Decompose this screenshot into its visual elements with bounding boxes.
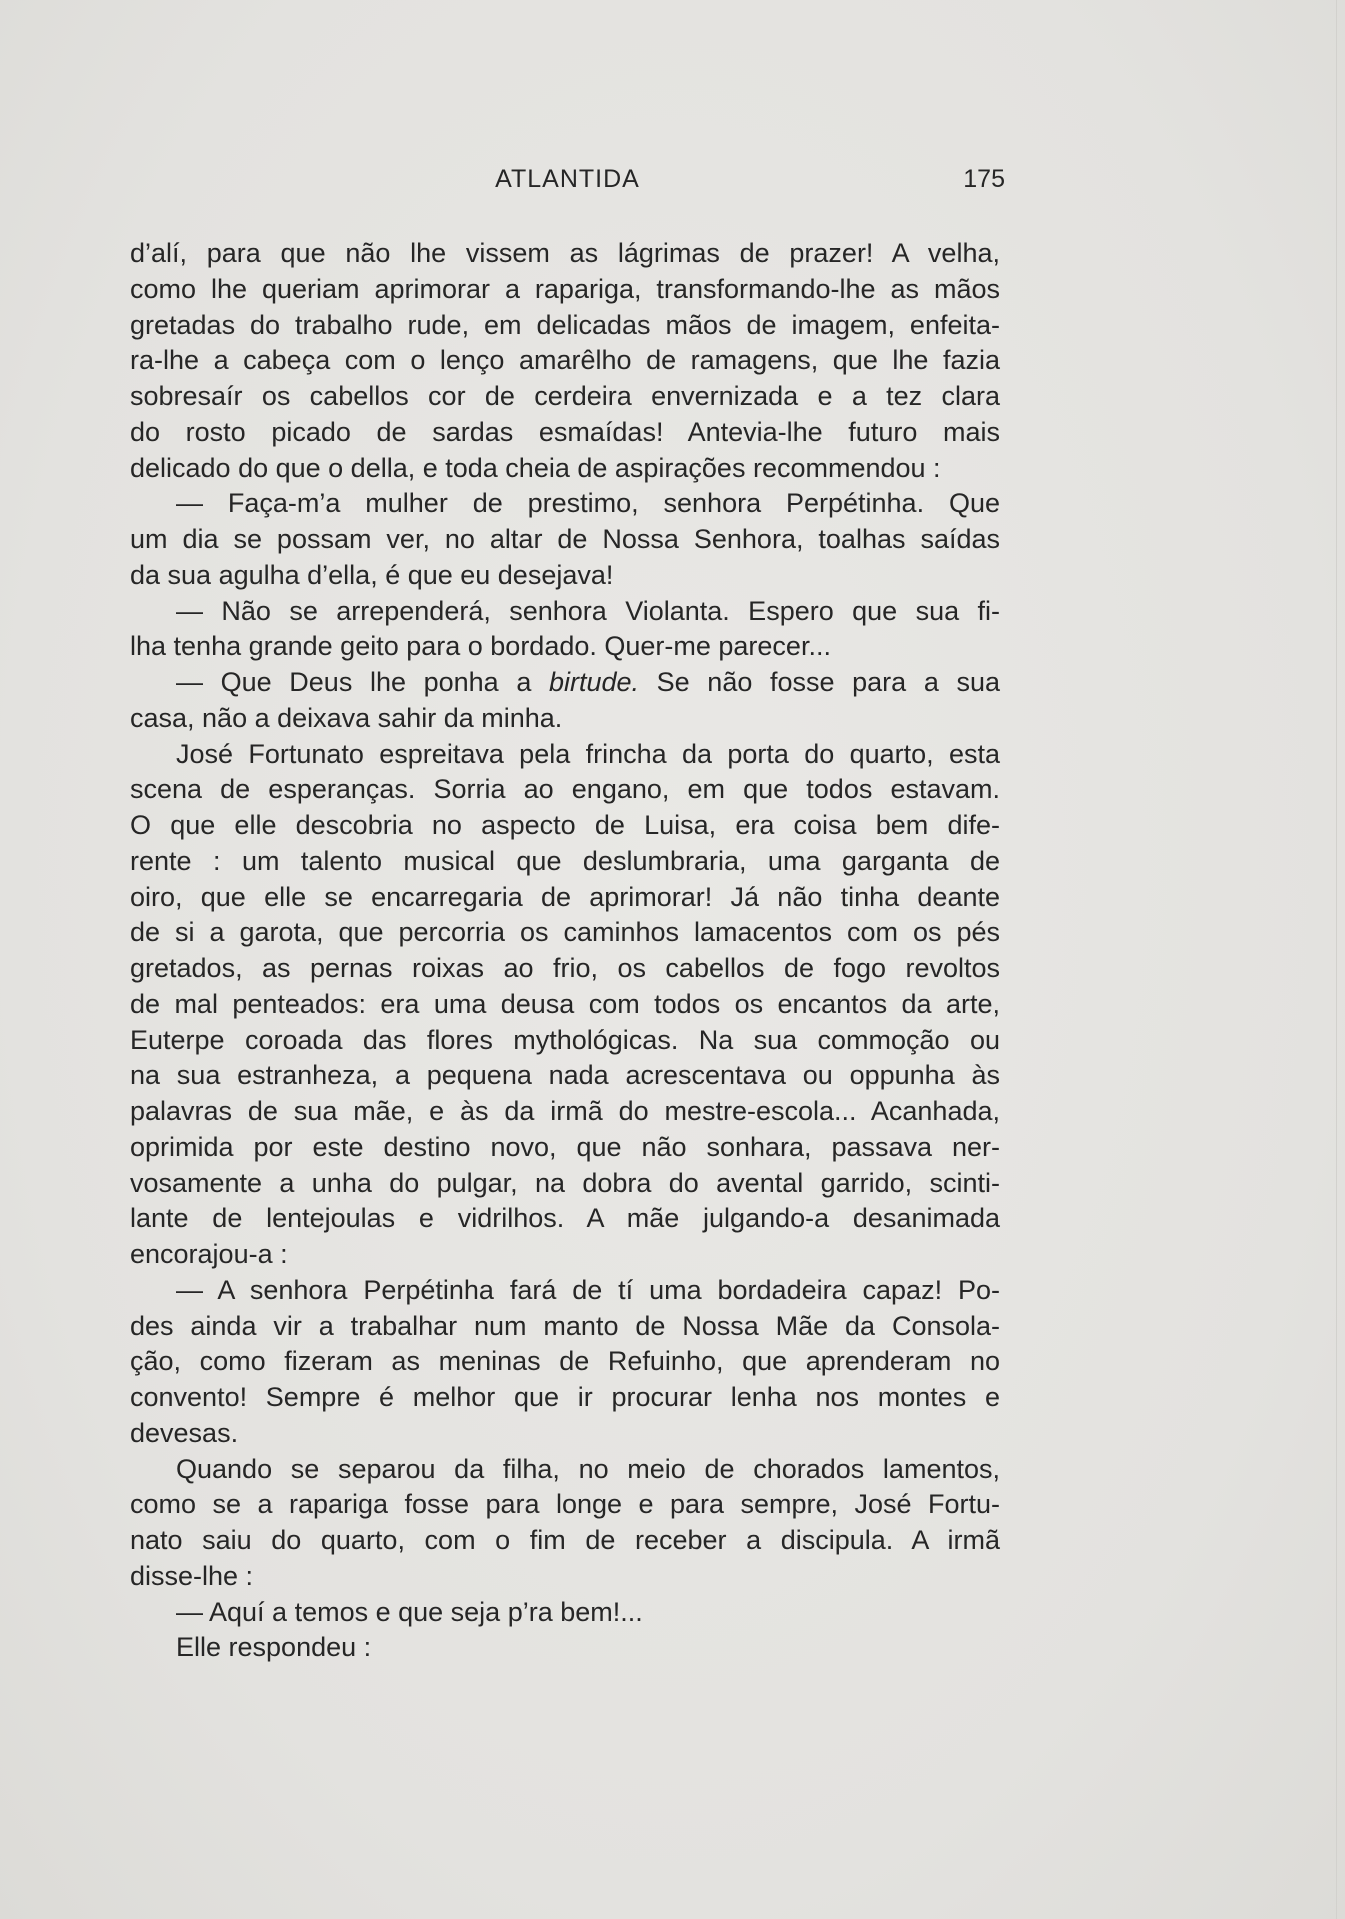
text-line-segment: na sua estranheza, a pequena nada acrescentava ou oppunha às — [130, 1060, 1000, 1091]
text-line-segment: ra-lhe a cabeça com o lenço amarêlho de ramagens, que lhe fazia — [130, 345, 1000, 376]
text-line — [130, 236, 1000, 272]
text-line-segment: vosamente a unha do pulgar, na dobra do avental garrido, scinti- — [130, 1167, 1000, 1198]
text-line — [130, 1523, 1000, 1559]
text-line — [130, 1130, 1000, 1166]
text-line-segment: — Que Deus lhe ponha a — [176, 667, 549, 697]
text-line — [130, 665, 1000, 701]
text-line — [130, 486, 1000, 522]
text-line-segment: como se a rapariga fosse para longe e para sempre, José Fortu- — [130, 1489, 1000, 1520]
text-line-segment: encorajou-a : — [130, 1239, 288, 1269]
running-title: ATLANTIDA — [495, 165, 640, 193]
text-line — [130, 1023, 1000, 1059]
text-line — [130, 379, 1000, 415]
text-line-segment: nato saiu do quarto, com o fim de receber a discipula. A irmã — [130, 1525, 1000, 1555]
text-line — [130, 1630, 1000, 1666]
text-line-segment: devesas. — [130, 1417, 239, 1448]
text-line-segment: O que elle descobria no aspecto de Luisa, era coisa bem dife- — [130, 810, 1000, 840]
text-line-segment: — A senhora Perpétinha fará de tí uma bordadeira capaz! Po- — [176, 1274, 1000, 1305]
text-line — [130, 1559, 1000, 1595]
text-line-segment: palavras de sua mãe, e às da irmã do mestre-escola... Acanhada, — [130, 1096, 1000, 1126]
text-line — [130, 844, 1000, 880]
text-line — [130, 737, 1000, 773]
text-line — [130, 1452, 1000, 1488]
text-line — [130, 772, 1000, 808]
italic-word: birtude. — [548, 667, 640, 697]
text-line-segment: de si a garota, que percorria os caminhos lamacentos com os pés — [130, 917, 1000, 948]
text-line-segment: de mal penteados: era uma deusa com todos os encantos da arte, — [130, 988, 1000, 1019]
text-line — [130, 701, 1000, 737]
text-line — [130, 951, 1000, 987]
text-line — [130, 1309, 1000, 1345]
text-line-segment: convento! Sempre é melhor que ir procurar lenha nos montes e — [130, 1382, 1000, 1412]
text-line — [130, 594, 1000, 630]
text-line — [130, 1094, 1000, 1130]
text-line-segment: scena de esperanças. Sorria ao engano, em que todos estavam. — [130, 774, 1000, 805]
text-line-segment: José Fortunato espreitava pela frincha da porta do quarto, esta — [176, 738, 1000, 769]
text-line — [130, 880, 1000, 916]
text-line — [130, 1487, 1000, 1523]
text-line-segment: — Não se arrependerá, senhora Violanta. Espero que sua fi- — [176, 595, 1000, 626]
text-line-segment: delicado do que o della, e toda cheia de aspirações recommendou : — [130, 452, 941, 483]
text-line-segment: des ainda vir a trabalhar num manto de Nossa Mãe da Consola- — [130, 1310, 1000, 1341]
text-line — [130, 272, 1000, 308]
text-line — [130, 558, 1000, 594]
page-edge-shadow — [1336, 0, 1337, 1919]
text-line — [130, 1201, 1000, 1237]
text-line — [130, 1595, 1000, 1631]
text-line — [130, 915, 1000, 951]
text-line — [130, 415, 1000, 451]
text-line-segment: oprimida por este destino novo, que não sonhara, passava ner- — [130, 1131, 1000, 1162]
body-text — [130, 236, 1000, 1666]
text-line-segment: Quando se separou da filha, no meio de chorados lamentos, — [176, 1453, 1000, 1484]
text-line-segment: rente : um talento musical que deslumbraria, uma garganta de — [130, 845, 1000, 876]
text-line-segment: d’alí, para que não lhe vissem as lágrimas de prazer! A velha, — [130, 238, 1000, 268]
text-line — [130, 1273, 1000, 1309]
text-line-segment: disse-lhe : — [130, 1560, 254, 1591]
text-line-segment: Elle respondeu : — [176, 1632, 372, 1663]
text-line-segment: — Faça-m’a mulher de prestimo, senhora Perpétinha. Que — [176, 488, 1000, 519]
text-line-segment: casa, não a deixava sahir da minha. — [130, 702, 563, 733]
text-line — [130, 1380, 1000, 1416]
text-line-segment: sobresaír os cabellos cor de cerdeira envernizada e a tez clara — [130, 381, 1000, 411]
text-line-segment: ção, como fizeram as meninas de Refuinho, que aprenderam no — [130, 1346, 1000, 1377]
text-line-segment: da sua agulha d’ella, é que eu desejava! — [130, 559, 614, 590]
text-line — [130, 1344, 1000, 1380]
page-number: 175 — [963, 165, 1005, 193]
text-line — [130, 987, 1000, 1023]
text-line-segment: um dia se possam ver, no altar de Nossa Senhora, toalhas saídas — [130, 524, 1000, 554]
text-line — [130, 1237, 1000, 1273]
text-line-segment: lha tenha grande geito para o bordado. Quer-me parecer... — [130, 631, 831, 662]
text-line-segment: — Aquí a temos e que seja p’ra bem!... — [176, 1596, 643, 1627]
text-line-segment: lante de lentejoulas e vidrilhos. A mãe julgando-a desanimada — [130, 1203, 1000, 1234]
text-line — [130, 1416, 1000, 1452]
page-header — [130, 165, 1005, 201]
text-line-segment: do rosto picado de sardas esmaídas! Antevia-lhe futuro mais — [130, 416, 1000, 447]
text-line — [130, 451, 1000, 487]
text-line — [130, 308, 1000, 344]
text-line — [130, 343, 1000, 379]
text-line-segment: gretados, as pernas roixas ao frio, os cabellos de fogo revoltos — [130, 953, 1000, 983]
text-line — [130, 808, 1000, 844]
text-line — [130, 522, 1000, 558]
text-line-segment: como lhe queriam aprimorar a rapariga, transformando-lhe as mãos — [130, 273, 1000, 304]
text-line — [130, 1166, 1000, 1202]
text-line-segment: gretadas do trabalho rude, em delicadas mãos de imagem, enfeita- — [130, 309, 1000, 340]
text-line-segment: Euterpe coroada das flores mythológicas. Na sua commoção ou — [130, 1024, 1000, 1055]
text-line-segment: Se não fosse para a sua — [639, 667, 1000, 697]
text-line — [130, 1058, 1000, 1094]
text-line-segment: oiro, que elle se encarregaria de aprimorar! Já não tinha deante — [130, 881, 1000, 912]
text-line — [130, 629, 1000, 665]
